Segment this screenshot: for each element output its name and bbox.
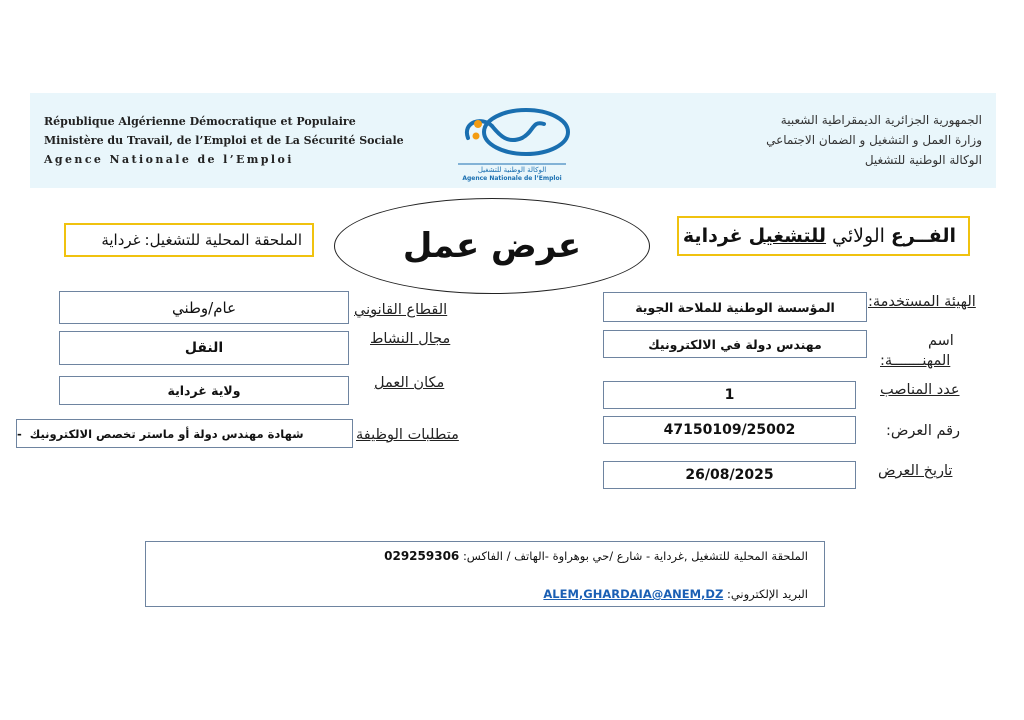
job-name-value: مهندس دولة في الالكترونيك [603, 330, 867, 358]
email-label: البريد الإلكتروني: [726, 587, 808, 601]
branch-prefix: الفــرع [890, 225, 956, 247]
republic-ar: الجمهورية الجزائرية الديمقراطية الشعبية [780, 113, 982, 127]
contact-email-line [543, 587, 808, 601]
republic-fr: République Algérienne Démocratique et Populaire [44, 115, 356, 128]
contact-address-line [384, 549, 808, 563]
work-place-value: ولاية غرداية [59, 376, 349, 405]
agency-ar: الوكالة الوطنية للتشغيل [864, 153, 982, 167]
offer-number-label: رقم العرض: [886, 423, 961, 439]
header-french [44, 112, 404, 169]
employer-label: الهيئة المستخدمة: [868, 294, 976, 310]
positions-value: 1 [603, 381, 856, 409]
job-name-label-1: اسم [928, 333, 954, 349]
activity-value: النقل [59, 331, 349, 365]
contact-phone: 029259306 [384, 549, 460, 563]
positions-label: عدد المناصب [880, 382, 960, 398]
requirements-value-box [16, 419, 353, 448]
offer-date-label: تاريخ العرض [878, 463, 953, 479]
branch-city: غرداية [682, 225, 743, 247]
local-annex-box [64, 223, 314, 257]
employer-value: المؤسسة الوطنية للملاحة الجوية [603, 292, 867, 322]
branch-mid: الولائي [832, 225, 885, 247]
legal-sector-label: القطاع القانوني [354, 302, 448, 318]
annex-value: غرداية [101, 231, 141, 249]
annex-label: الملحقة المحلية للتشغيل: [144, 231, 302, 249]
agency-fr: Agence Nationale de l’Emploi [44, 153, 294, 166]
legal-sector-value: عام/وطني [59, 291, 349, 324]
offer-number-value: 47150109/25002 [603, 416, 856, 444]
contact-box [145, 541, 825, 607]
activity-label: مجال النشاط [370, 331, 451, 347]
requirements-value: شهادة مهندس دولة أو ماستر تخصص الالكترونيك [29, 426, 304, 441]
branch-box [677, 216, 970, 256]
ministry-fr: Ministère du Travail, de l’Emploi et de La Sécurité Sociale [44, 134, 404, 147]
ministry-ar: وزارة العمل و التشغيل و الضمان الاجتماعي [766, 133, 982, 147]
page-title: عرض عمل [334, 198, 650, 294]
header-arabic [766, 110, 982, 170]
contact-address: الملحقة المحلية للتشغيل ,غرداية - شارع /حي بوهراوة -الهاتف / الفاكس: [462, 549, 808, 563]
offer-date-value: 26/08/2025 [603, 461, 856, 489]
logo-caption-ar: الوكالة الوطنية للتشغيل [477, 166, 547, 174]
branch-employment: للتشغيل [748, 225, 827, 247]
requirements-label: متطلبات الوظيفة [356, 427, 459, 443]
job-name-label-2: المهنـــــــة: [880, 353, 951, 369]
logo-caption-fr: Agence Nationale de l’Emploi [462, 175, 562, 182]
requirements-bullet: - [17, 426, 22, 441]
email-link[interactable]: ALEM,GHARDAIA@ANEM,DZ [543, 587, 724, 601]
work-place-label: مكان العمل [374, 375, 445, 391]
